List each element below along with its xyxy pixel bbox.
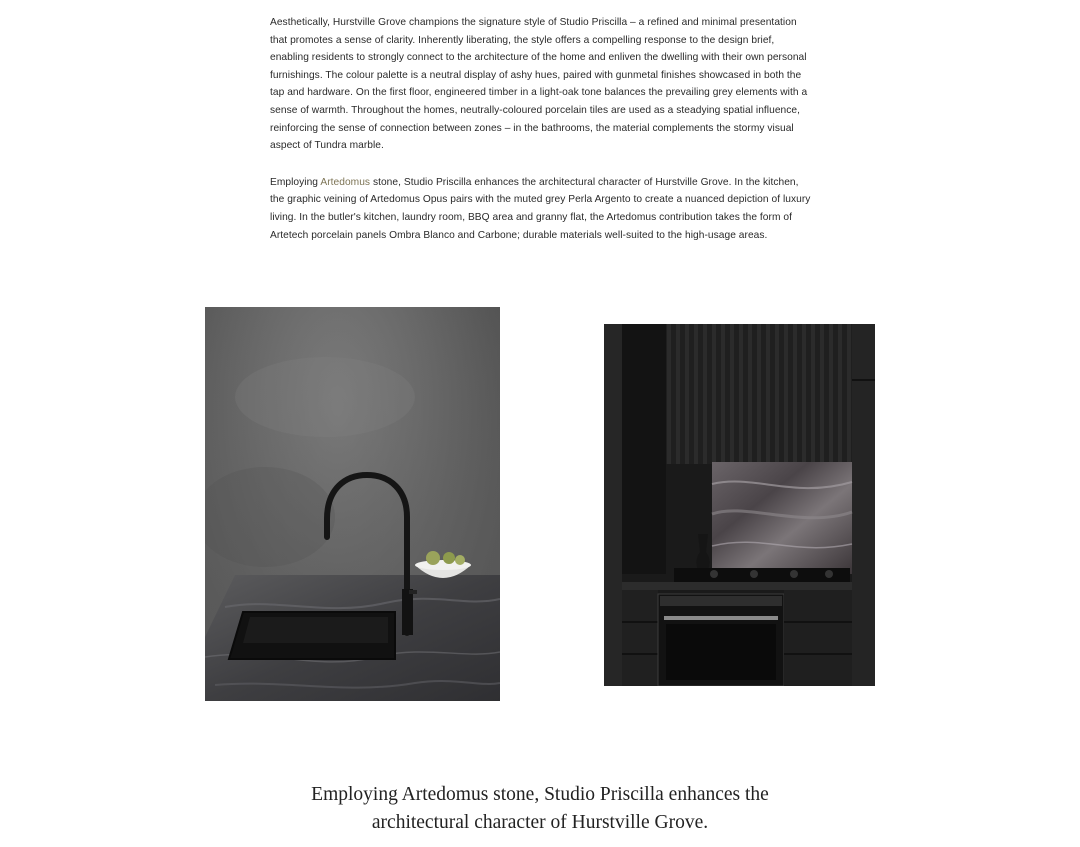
pull-quote-line-1: Employing Artedomus stone, Studio Priscilla enhances the bbox=[311, 784, 769, 805]
kitchen-oven-illustration bbox=[604, 324, 875, 686]
pull-quote-line-2: architectural character of Hurstville Grove. bbox=[371, 812, 709, 833]
article-paragraph-1: Aesthetically, Hurstville Grove champions the signature style of Studio Priscilla – a refined and minimal presentation that promotes a sense of clarity. Inherently liberating, the style offers a compelling response to the design brief, enabling residents to strongly connect to the architecture of the home and enliven the dwelling with their own personal furnishings. The colour palette is a neutral display of ashy hues, paired with gunmetal finishes showcased in both the tap and hardware. On the first floor, engineered timber in a light-oak tone balances the prevailing grey elements with a sense of warmth. Throughout the homes, neutrally-coloured porcelain tiles are used as a steadying spatial influence, reinforcing the sense of connection between zones – in the bathrooms, the material complements the stormy visual aspect of Tundra marble. bbox=[270, 17, 808, 152]
paragraph-2-rest: stone, Studio Priscilla enhances the architectural character of Hurstville Grove. In the kitchen, the graphic veining of Artedomus Opus pairs with the muted grey Perla Argento to create a nuanced depiction of luxury living. In the butler's kitchen, laundry room, BBQ area and granny flat, the Artedomus contribution takes the form of Artetech porcelain panels Ombra Blanco and Carbone; durable materials well-suited to the high-usage areas. bbox=[270, 176, 811, 241]
article-body bbox=[270, 14, 815, 244]
artedomus-link[interactable]: Artedomus bbox=[320, 176, 371, 188]
kitchen-sink-illustration bbox=[205, 307, 500, 701]
kitchen-sink-photo bbox=[205, 307, 500, 701]
article-paragraph-2 bbox=[270, 174, 815, 244]
pull-quote bbox=[280, 781, 800, 837]
kitchen-oven-photo bbox=[604, 324, 875, 686]
paragraph-2-lead: Employing bbox=[270, 176, 321, 188]
